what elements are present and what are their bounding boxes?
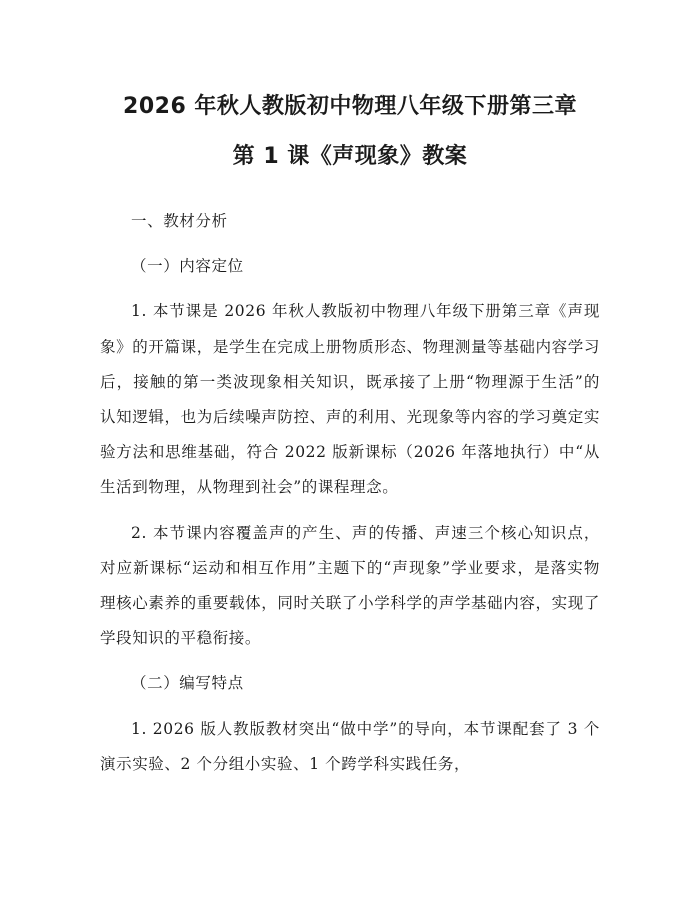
paragraph-positioning-2: 2. 本节课内容覆盖声的产生、声的传播、声速三个核心知识点，对应新课标“运动和相互作用”主题下的“声现象”学业要求，是落实物理核心素养的重要载体，同时关联了小学科学的声学基础内容，实现了学段知识的平稳衔接。 <box>100 523 600 648</box>
document-body <box>100 204 600 782</box>
paragraph-features-1: 1. 2026 版人教版教材突出“做中学”的导向，本节课配套了 3 个演示实验、2 个分组小实验、1 个跨学科实践任务， <box>100 719 600 773</box>
section-heading-textbook-analysis: 一、教材分析 <box>131 212 228 230</box>
title-line-1: 2026 年秋人教版初中物理八年级下册第三章 <box>123 94 577 119</box>
subsection-heading-content-positioning: （一）内容定位 <box>131 257 244 276</box>
paragraph-positioning-1: 1. 本节课是 2026 年秋人教版初中物理八年级下册第三章《声现象》的开篇课，是学生在完成上册物质形态、物理测量等基础内容学习后，接触的第一类波现象相关知识，既承接了上册“物理源于生活”的认知逻辑，也为后续噪声防控、声的利用、光现象等内容的学习奠定实验方法和思维基础，符合 2022 版新课标（2026 年落地执行）中“从生活到物理，从物理到社会”的课程理念。 <box>100 302 600 497</box>
subsection-heading-writing-features: （二）编写特点 <box>131 674 244 693</box>
document-title <box>100 82 600 182</box>
title-line-2: 第 1 课《声现象》教案 <box>232 144 468 169</box>
